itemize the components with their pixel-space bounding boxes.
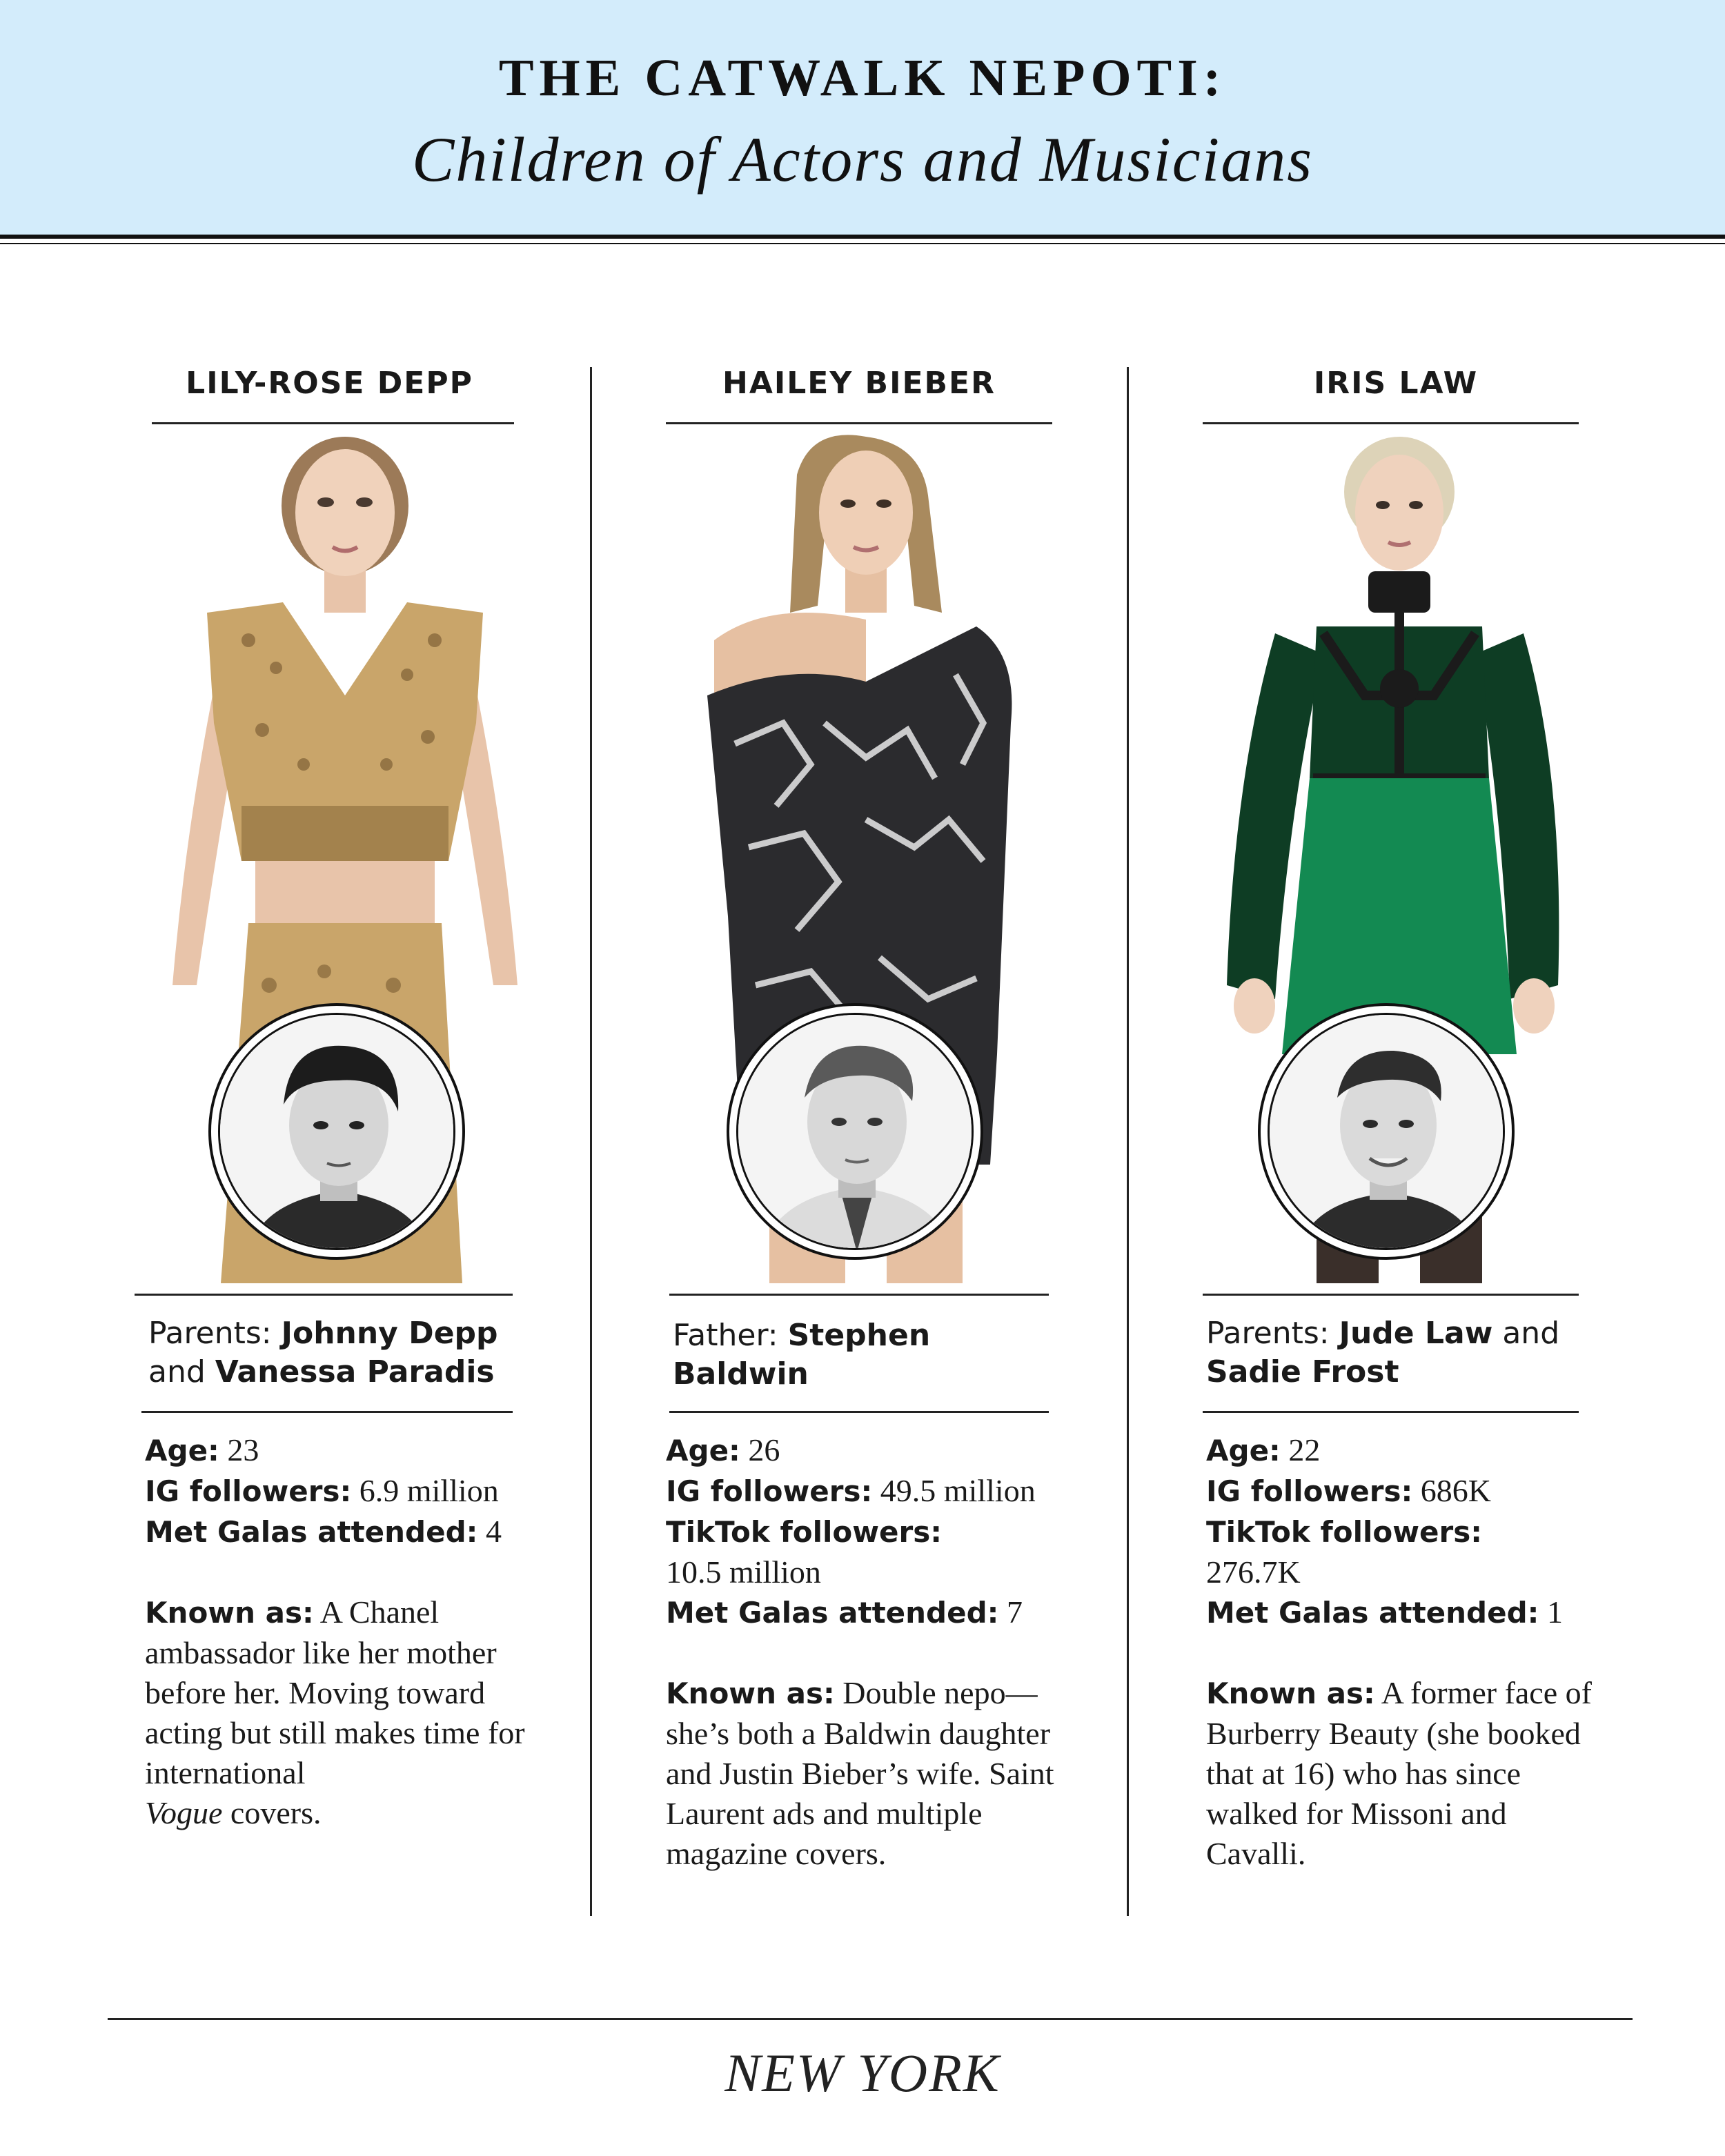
section-rule	[135, 1294, 513, 1296]
ig-row	[1206, 1471, 1593, 1512]
footer-rule	[108, 2018, 1633, 2020]
header-rule-thin	[0, 243, 1725, 244]
known-label: Known as:	[145, 1596, 314, 1630]
met-label: Met Galas attended:	[145, 1515, 478, 1549]
model-photo	[1213, 433, 1572, 1283]
ig-label: IG followers:	[145, 1474, 352, 1508]
parent-name: Johnny Depp	[281, 1316, 498, 1351]
known-as	[1206, 1673, 1593, 1874]
section-rule	[1203, 1411, 1579, 1413]
column-divider	[590, 367, 592, 1916]
tiktok-value-row	[1206, 1552, 1593, 1592]
known-text: Double nepo—she’s both a Baldwin daughter and Justin Bieber’s wife. Saint Laurent ads and multiple magazine covers.	[666, 1675, 1054, 1871]
stats-block	[666, 1430, 1073, 1874]
section-rule	[141, 1411, 513, 1413]
age-label: Age:	[1206, 1434, 1281, 1467]
page-subtitle: Children of Actors and Musicians	[412, 124, 1313, 195]
tiktok-row	[1206, 1512, 1593, 1552]
parent-portrait	[736, 1013, 974, 1250]
section-rule	[669, 1411, 1049, 1413]
section-rule	[669, 1294, 1049, 1296]
age-label: Age:	[145, 1434, 219, 1467]
parent-name: Sadie Frost	[1206, 1354, 1399, 1389]
page-title: THE CATWALK NEPOTI:	[498, 49, 1227, 107]
ig-label: IG followers:	[666, 1474, 873, 1508]
section-rule	[1203, 1294, 1579, 1296]
tiktok-row	[666, 1512, 1073, 1552]
parent-portrait-circle	[1258, 1003, 1515, 1260]
name-rule	[1203, 422, 1579, 424]
known-as	[145, 1592, 531, 1833]
name-rule	[152, 422, 514, 424]
parents-joiner: and	[1502, 1316, 1560, 1351]
tiktok-value-row	[666, 1552, 1073, 1592]
tiktok-label: TikTok followers:	[666, 1515, 943, 1549]
parent-portrait-circle	[208, 1003, 465, 1260]
tiktok-label: TikTok followers:	[1206, 1515, 1483, 1549]
parent-portrait-illustration	[738, 1015, 974, 1250]
known-text: A Chanel ambassador like her mother before her. Moving toward acting but still makes time for international	[145, 1594, 525, 1790]
ig-label: IG followers:	[1206, 1474, 1413, 1508]
parents-info	[673, 1316, 1045, 1394]
known-italic: Vogue	[145, 1795, 223, 1830]
stats-block	[1206, 1430, 1593, 1874]
ig-value: 49.5 million	[880, 1473, 1036, 1508]
parents-info	[148, 1314, 521, 1392]
met-value: 7	[1006, 1594, 1023, 1630]
parents-label: Parents:	[1206, 1316, 1330, 1351]
known-as	[666, 1673, 1073, 1874]
column-divider	[1127, 367, 1129, 1916]
ig-row	[666, 1471, 1073, 1512]
parent-name: Vanessa Paradis	[215, 1354, 495, 1389]
known-text: A former face of Burberry Beauty (she booked that at 16) who has since walked for Missoni and Cavalli.	[1206, 1675, 1592, 1871]
parents-joiner: and	[148, 1354, 206, 1389]
parent-portrait-illustration	[1270, 1015, 1505, 1250]
met-row	[145, 1512, 531, 1552]
parents-label: Father:	[673, 1318, 778, 1353]
ig-value: 686K	[1420, 1473, 1492, 1508]
parent-name: Jude Law	[1339, 1316, 1493, 1351]
age-value: 22	[1288, 1432, 1321, 1467]
met-row	[666, 1592, 1073, 1633]
profile-name: LILY-ROSE DEPP	[186, 366, 473, 401]
known-label: Known as:	[666, 1677, 835, 1710]
known-label: Known as:	[1206, 1677, 1375, 1710]
met-value: 4	[485, 1514, 502, 1549]
header-rule	[0, 235, 1725, 239]
model-photo	[687, 433, 1032, 1283]
ig-row	[145, 1471, 531, 1512]
name-rule	[666, 422, 1052, 424]
met-label: Met Galas attended:	[1206, 1596, 1539, 1630]
known-end: covers.	[230, 1795, 322, 1830]
header-banner	[0, 0, 1725, 235]
parent-portrait-illustration	[220, 1015, 455, 1250]
ig-value: 6.9 million	[359, 1473, 499, 1508]
age-label: Age:	[666, 1434, 740, 1467]
age-row	[1206, 1430, 1593, 1471]
model-photo	[145, 433, 518, 1283]
parents-info	[1206, 1314, 1593, 1392]
met-row	[1206, 1592, 1593, 1633]
age-row	[145, 1430, 531, 1471]
parent-name: Stephen Baldwin	[673, 1318, 931, 1392]
age-value: 26	[748, 1432, 780, 1467]
tiktok-value: 276.7K	[1206, 1554, 1301, 1590]
age-value: 23	[227, 1432, 259, 1467]
parent-portrait	[1268, 1013, 1505, 1250]
parents-label: Parents:	[148, 1316, 272, 1351]
met-value: 1	[1546, 1594, 1563, 1630]
parent-portrait	[218, 1013, 455, 1250]
tiktok-value: 10.5 million	[666, 1554, 821, 1590]
met-label: Met Galas attended:	[666, 1596, 999, 1630]
profile-name: IRIS LAW	[1313, 366, 1479, 401]
stats-block	[145, 1430, 531, 1833]
age-row	[666, 1430, 1073, 1471]
parent-portrait-circle	[727, 1003, 983, 1260]
profile-name: HAILEY BIEBER	[722, 366, 996, 401]
new-york-logo[interactable]: NEW YORK	[724, 2043, 1000, 2103]
